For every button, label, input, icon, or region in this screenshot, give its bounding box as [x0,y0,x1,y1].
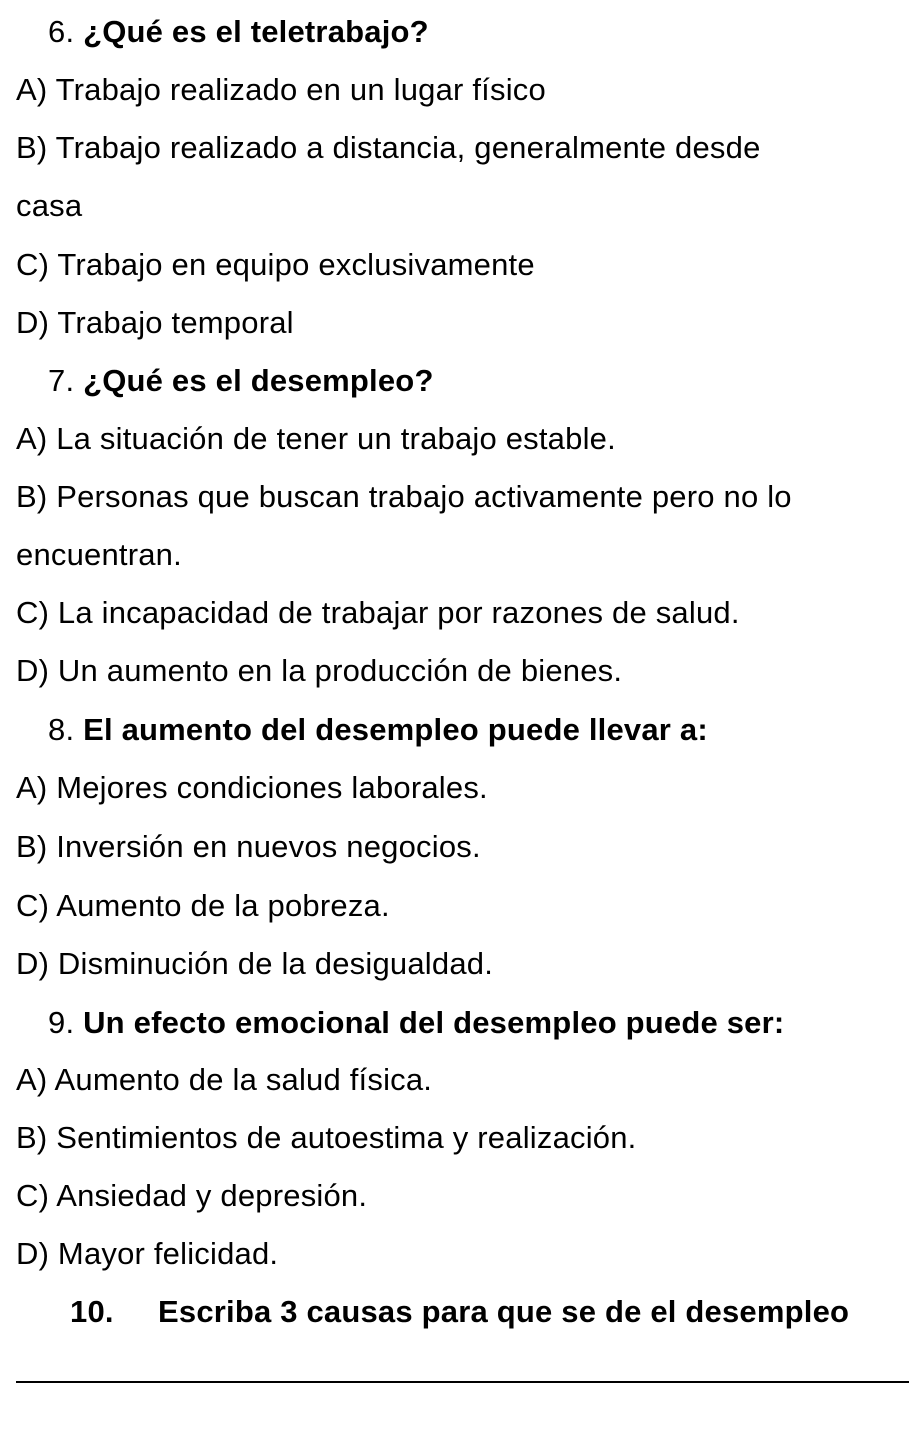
option-c: C) Ansiedad y depresión. [16,1178,368,1213]
question-prompt: ¿Qué es el desempleo? [83,363,434,398]
option-b: B) Inversión en nuevos negocios. [16,829,481,864]
question-6-heading [48,12,429,52]
option-b: B) Personas que buscan trabajo activamente pero no lo [16,479,792,514]
option-b: B) Trabajo realizado a distancia, generalmente desde [16,130,761,165]
answer-blank-line[interactable] [16,1381,909,1383]
option-c: C) La incapacidad de trabajar por razones de salud. [16,595,740,630]
option-d: D) Trabajo temporal [16,305,294,340]
option-a: A) Aumento de la salud física. [16,1062,433,1097]
question-prompt: Un efecto emocional del desempleo puede ser: [83,1005,785,1040]
question-number: 7. [48,363,75,398]
question-prompt: El aumento del desempleo puede llevar a: [83,712,708,747]
question-number: 10. [70,1294,114,1329]
option-c: C) Aumento de la pobreza. [16,888,390,923]
question-7-heading [48,361,434,401]
question-number: 9. [48,1005,75,1040]
question-number: 8. [48,712,75,747]
option-d: D) Disminución de la desigualdad. [16,946,494,981]
question-prompt: Escriba 3 causas para que se de el desempleo [158,1294,850,1329]
question-prompt: ¿Qué es el teletrabajo? [83,14,429,49]
option-a: A) La situación de tener un trabajo estable. [16,421,616,456]
option-a: A) Trabajo realizado en un lugar físico [16,72,546,107]
option-d: D) Un aumento en la producción de bienes. [16,653,623,688]
option-b-continued: encuentran. [16,537,182,572]
question-10-heading [70,1292,849,1332]
option-b-continued: casa [16,188,83,223]
question-8-heading [48,710,708,750]
question-9-heading [48,1003,784,1043]
question-number: 6. [48,14,75,49]
option-b: B) Sentimientos de autoestima y realización. [16,1120,637,1155]
option-d: D) Mayor felicidad. [16,1236,279,1271]
option-a: A) Mejores condiciones laborales. [16,770,488,805]
option-c: C) Trabajo en equipo exclusivamente [16,247,535,282]
